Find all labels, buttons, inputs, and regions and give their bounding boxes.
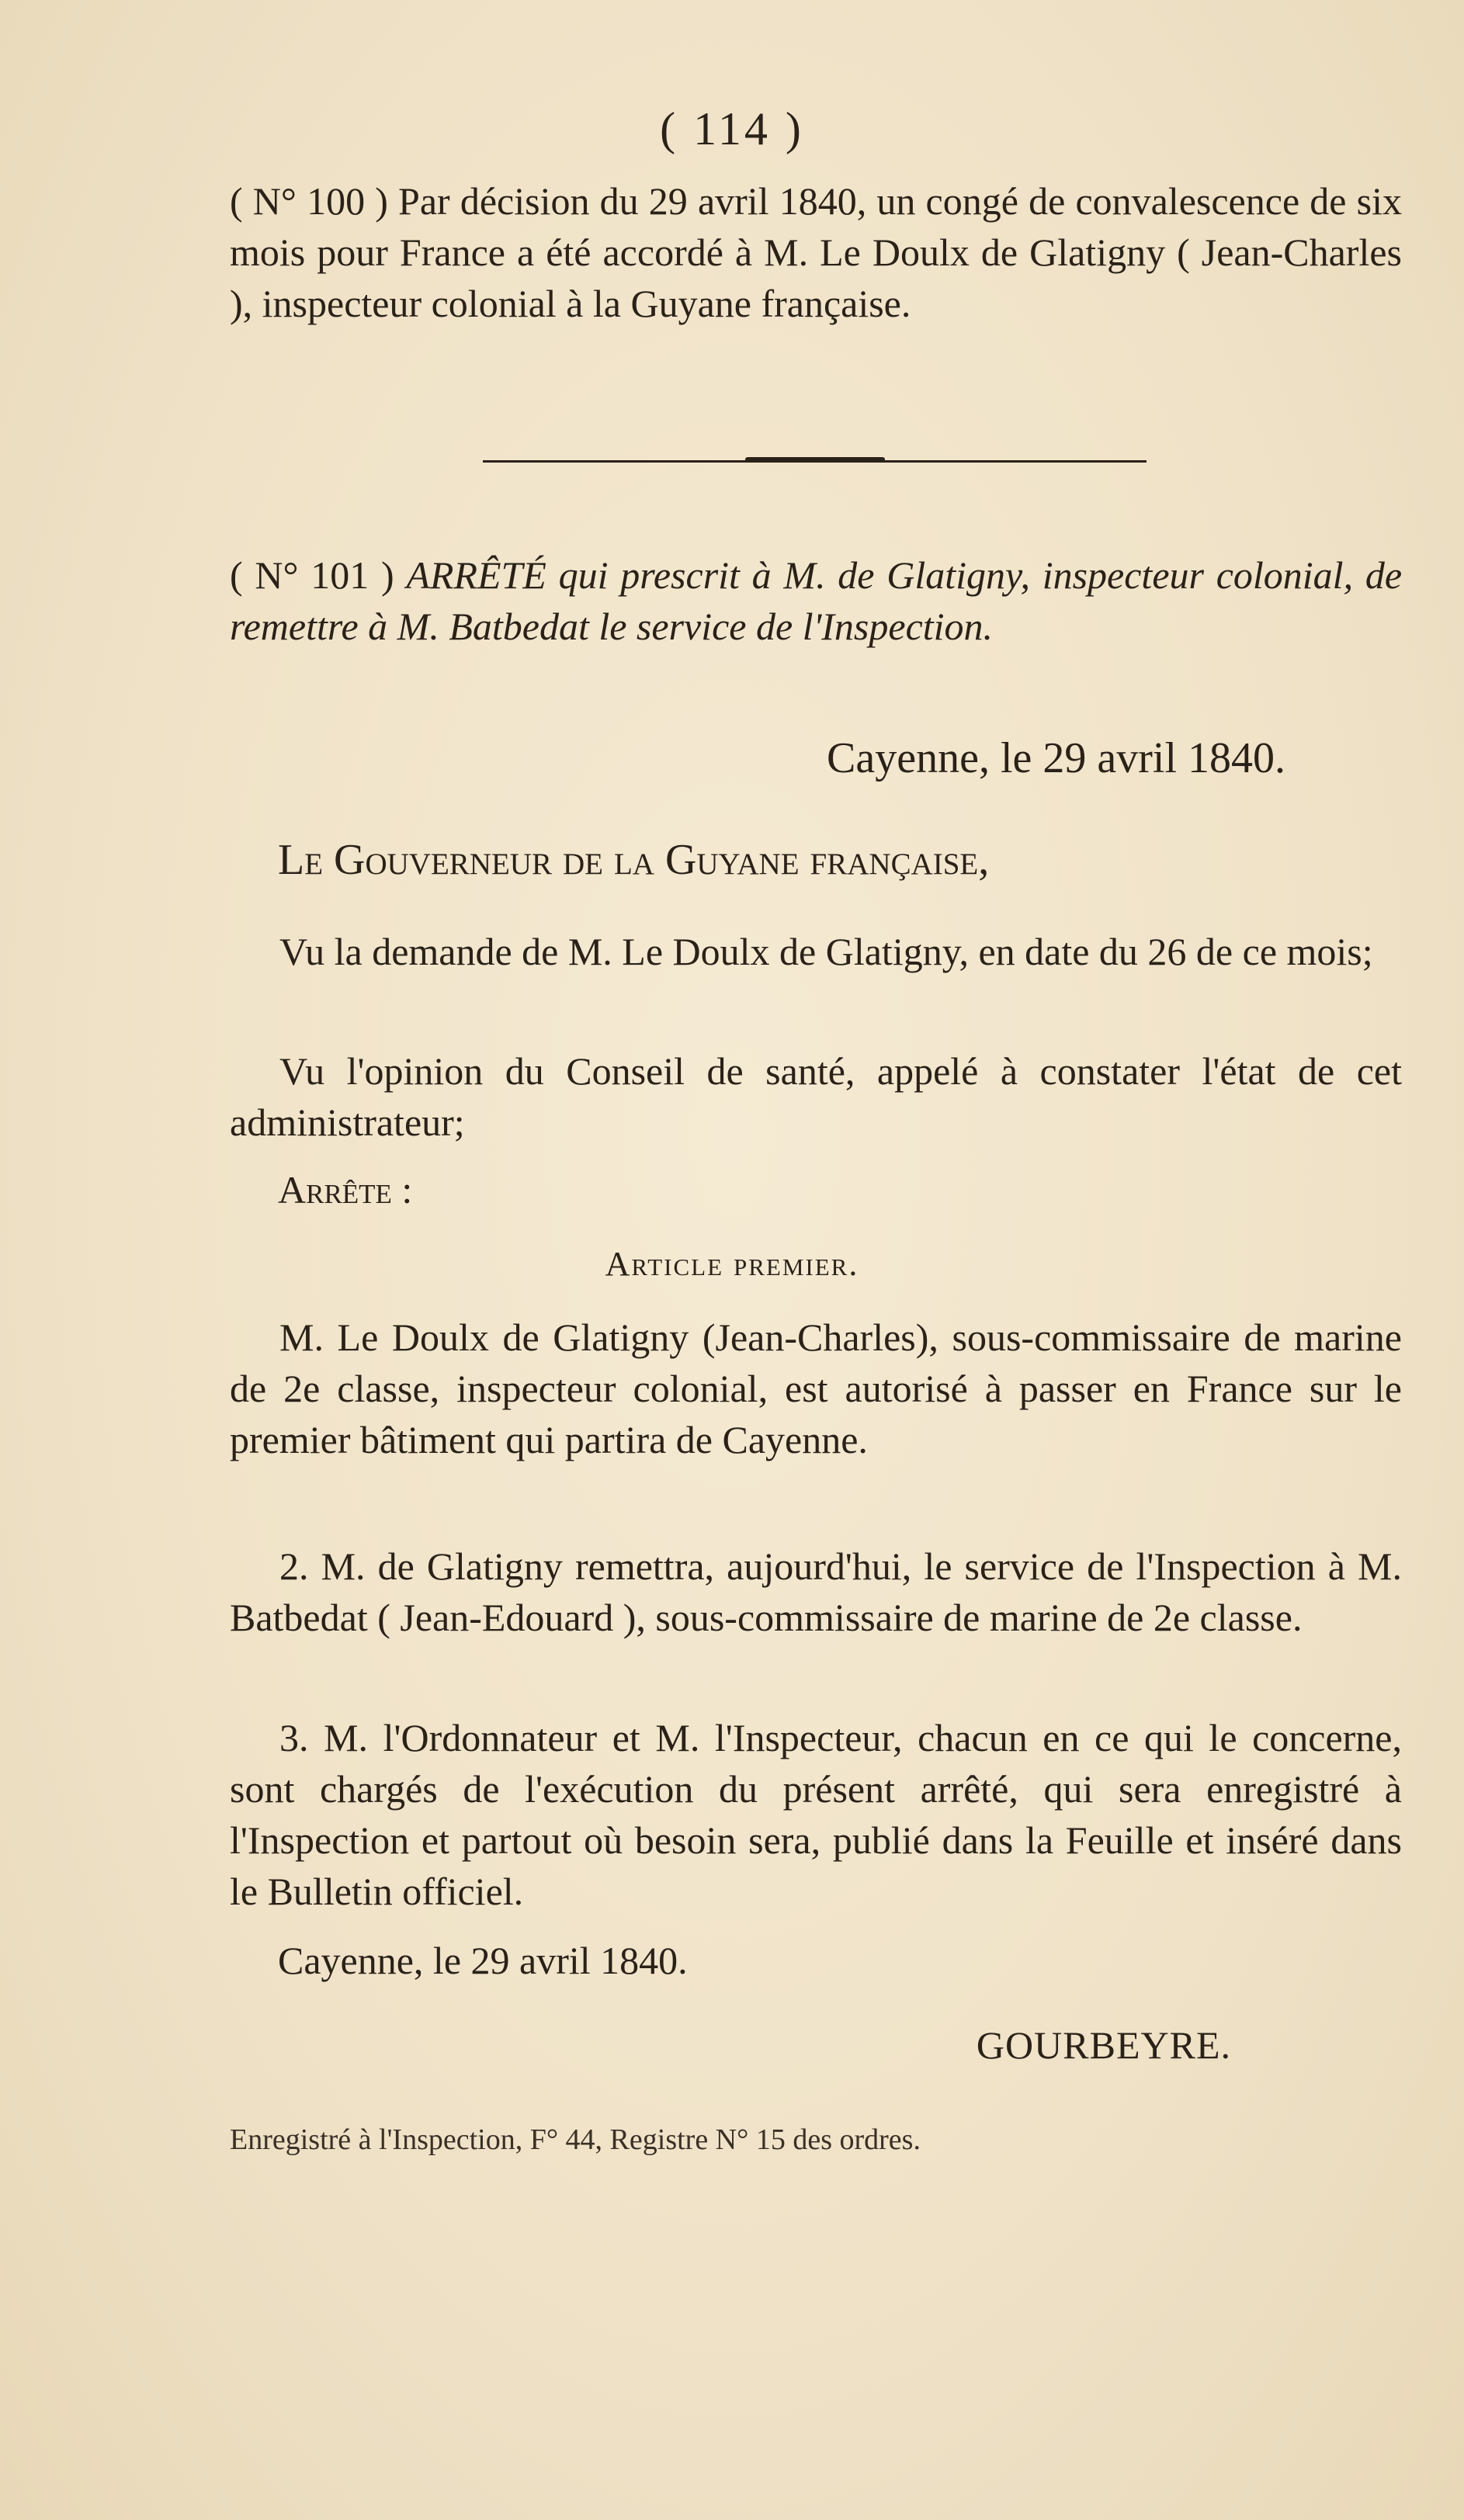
arrete-label: Arrête : xyxy=(278,1168,413,1211)
article-2: 2. M. de Glatigny remettra, aujourd'hui, le service de l'Inspection à M. Batbedat ( Jean-Edouard ), sous-commissaire de marine de 2e classe. xyxy=(230,1544,1402,1639)
signature: GOURBEYRE. xyxy=(976,2023,1231,2067)
arrete-101-heading xyxy=(230,549,1402,652)
dateline: Cayenne, le 29 avril 1840. xyxy=(827,734,1285,782)
decision-100-paragraph: ( N° 100 ) Par décision du 29 avril 1840, un congé de convalescence de six mois pour France a été accordé à M. Le Doulx de Glatigny ( Jean-Charles ), inspecteur colonial à la Guyane française. xyxy=(230,179,1402,325)
section-divider-center xyxy=(745,457,885,462)
arrete-number: ( N° 101 ) xyxy=(230,553,394,597)
governor-line: Le Gouverneur de la Guyane française, xyxy=(278,836,990,884)
closing-date: Cayenne, le 29 avril 1840. xyxy=(278,1939,688,1982)
arrete-title: ARRÊTÉ qui prescrit à M. de Glatigny, inspecteur colonial, de remettre à M. Batbedat le service de l'Inspection. xyxy=(230,553,1403,648)
consideration-1: Vu la demande de M. Le Doulx de Glatigny, en date du 26 de ce mois; xyxy=(279,930,1373,973)
article-1: M. Le Doulx de Glatigny (Jean-Charles), sous-commissaire de marine de 2e classe, inspecteur colonial, est autorisé à passer en France sur le premier bâtiment qui partira de Cayenne. xyxy=(230,1315,1402,1461)
article-3: 3. M. l'Ordonnateur et M. l'Inspecteur, chacun en ce qui le concerne, sont chargés de l'exécution du présent arrêté, qui sera enregistré à l'Inspection et partout où besoin sera, publié dans la Feuille et inséré dans le Bulletin officiel. xyxy=(230,1716,1402,1913)
consideration-2: Vu l'opinion du Conseil de santé, appelé à constater l'état de cet administrateur; xyxy=(230,1049,1402,1144)
article-heading: Article premier. xyxy=(605,1245,859,1283)
page-number: ( 114 ) xyxy=(660,103,804,154)
registration-note: Enregistré à l'Inspection, F° 44, Registre N° 15 des ordres. xyxy=(230,2123,921,2156)
